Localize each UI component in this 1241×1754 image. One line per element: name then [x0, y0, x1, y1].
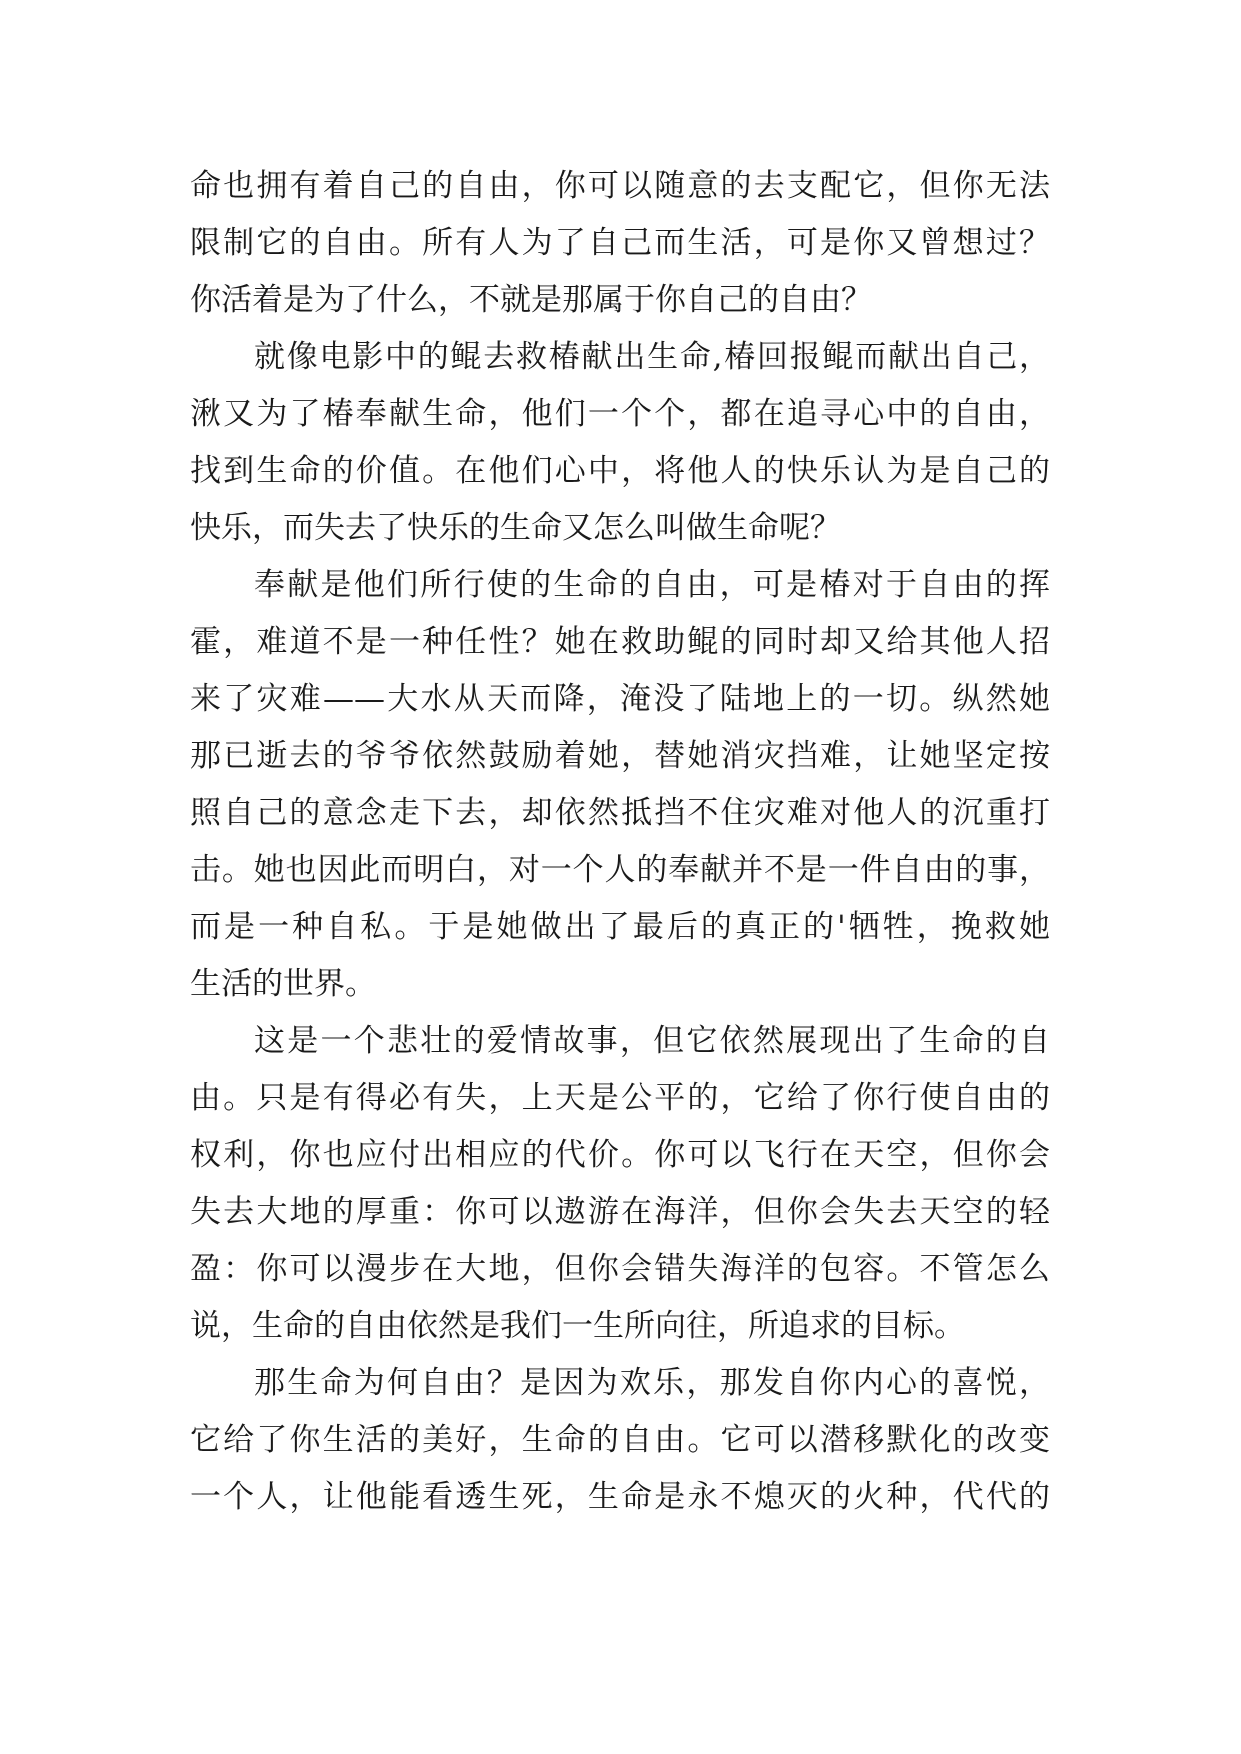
text-line: 快乐，而失去了快乐的生命又怎么叫做生命呢？ [190, 510, 841, 546]
text-line: 击。她也因此而明白，对一个人的奉献并不是一件自由的事， [190, 852, 1050, 888]
text-line: 生活的世界。 [190, 966, 376, 1002]
text-line: 由。只是有得必有失，上天是公平的，它给了你行使自由的 [190, 1080, 1050, 1116]
text-line: 它给了你生活的美好，生命的自由。它可以潜移默化的改变 [190, 1422, 1050, 1458]
text-line: 而是一种自私。于是她做出了最后的真正的'牺牲，挽救她 [190, 909, 1050, 945]
paragraph-first-line: 这是一个悲壮的爱情故事，但它依然展现出了生命的自 [254, 1023, 1050, 1059]
text-line: 权利，你也应付出相应的代价。你可以飞行在天空，但你会 [190, 1137, 1050, 1173]
paragraph-first-line: 就像电影中的鲲去救椿献出生命,椿回报鲲而献出自己， [254, 339, 1050, 375]
text-line: 来了灾难——大水从天而降，淹没了陆地上的一切。纵然她 [190, 681, 1050, 717]
text-line: 你活着是为了什么，不就是那属于你自己的自由？ [190, 282, 872, 318]
text-line: 失去大地的厚重：你可以遨游在海洋，但你会失去天空的轻 [190, 1194, 1050, 1230]
text-line: 湫又为了椿奉献生命，他们一个个，都在追寻心中的自由， [190, 396, 1050, 432]
text-line: 命也拥有着自己的自由，你可以随意的去支配它，但你无法 [190, 168, 1050, 204]
text-line: 盈：你可以漫步在大地，但你会错失海洋的包容。不管怎么 [190, 1251, 1050, 1287]
text-line: 霍，难道不是一种任性？她在救助鲲的同时却又给其他人招 [190, 624, 1050, 660]
text-line: 说，生命的自由依然是我们一生所向往，所追求的目标。 [190, 1308, 965, 1344]
text-line: 限制它的自由。所有人为了自己而生活，可是你又曾想过？ [190, 225, 1050, 261]
text-line: 找到生命的价值。在他们心中，将他人的快乐认为是自己的 [190, 453, 1050, 489]
paragraph-first-line: 那生命为何自由？是因为欢乐，那发自你内心的喜悦， [254, 1365, 1050, 1401]
text-line: 照自己的意念走下去，却依然抵挡不住灾难对他人的沉重打 [190, 795, 1050, 831]
text-line: 那已逝去的爷爷依然鼓励着她，替她消灾挡难，让她坚定按 [190, 738, 1050, 774]
text-line: 一个人，让他能看透生死，生命是永不熄灭的火种，代代的 [190, 1479, 1050, 1515]
paragraph-first-line: 奉献是他们所行使的生命的自由，可是椿对于自由的挥 [254, 567, 1050, 603]
